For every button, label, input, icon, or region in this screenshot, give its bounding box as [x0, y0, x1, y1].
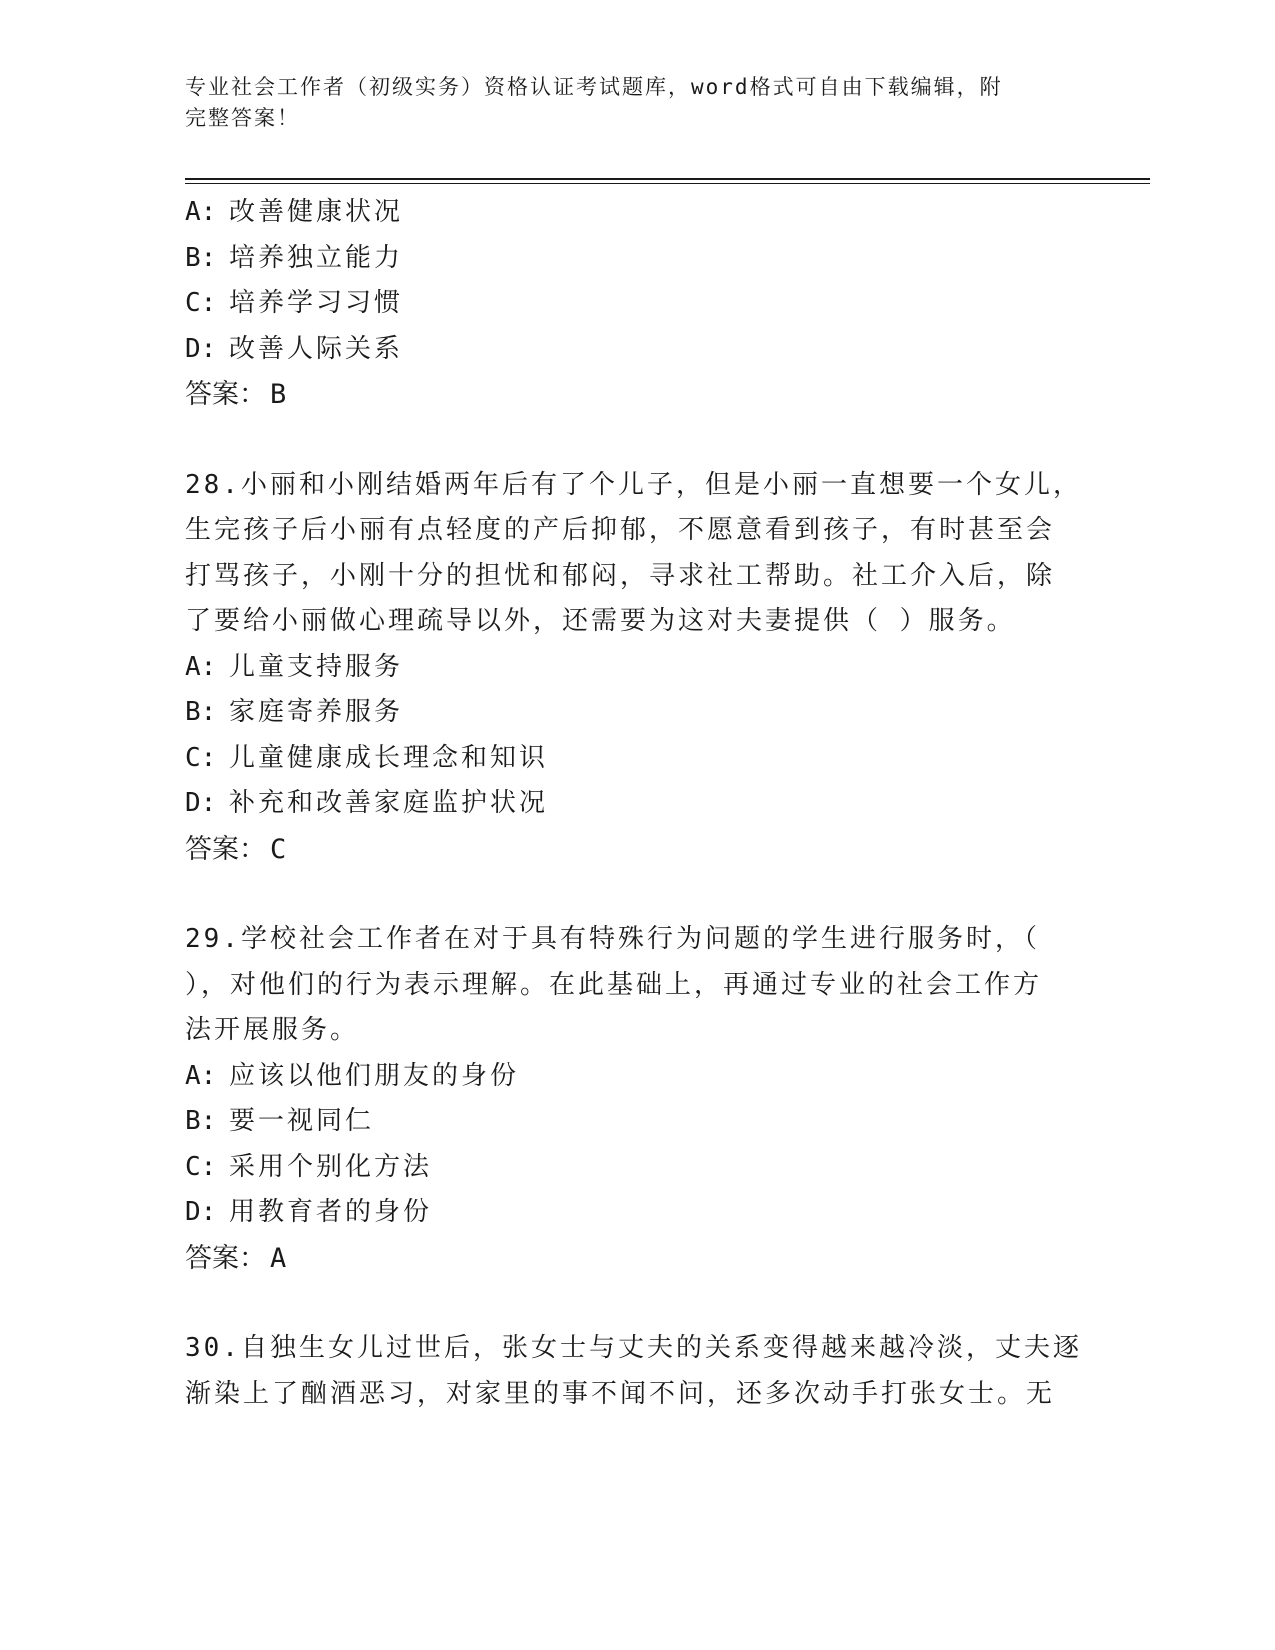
question-stem [185, 917, 1085, 1054]
option-b [185, 690, 1085, 736]
option-text: 改善健康状况 [229, 197, 404, 227]
option-a [185, 190, 1085, 236]
option-text: 家庭寄养服务 [229, 697, 404, 727]
spacer [185, 872, 1085, 917]
stem-line: 30.自独生女儿过世后，张女士与丈夫的关系变得越来越冷淡，丈夫逐 [185, 1333, 1082, 1363]
option-text: 用教育者的身份 [229, 1197, 433, 1227]
option-b [185, 1099, 1085, 1145]
option-key: B: [185, 242, 217, 273]
question-stem [185, 1326, 1085, 1417]
spacer [185, 418, 1085, 463]
question-28 [185, 463, 1085, 873]
option-text: 培养学习习惯 [229, 288, 404, 318]
option-key: D: [185, 788, 217, 818]
option-a [185, 645, 1085, 691]
stem-line: 渐染上了酗酒恶习，对家里的事不闻不问，还多次动手打张女士。无 [185, 1378, 1056, 1409]
header-divider-thin [185, 183, 1150, 184]
option-text: 应该以他们朋友的身份 [229, 1060, 520, 1091]
option-text: 培养独立能力 [229, 242, 404, 273]
spacer [185, 1281, 1085, 1326]
option-key: C: [185, 288, 217, 318]
option-text: 儿童健康成长理念和知识 [229, 742, 549, 773]
option-d [185, 327, 1085, 373]
option-key: D: [185, 333, 217, 364]
answer-value: B [270, 379, 287, 410]
stem-line: 29.学校社会工作者在对于具有特殊行为问题的学生进行服务时，（ [185, 924, 1040, 954]
stem-line: 了要给小丽做心理疏导以外，还需要为这对夫妻提供（ ）服务。 [185, 606, 1016, 636]
option-c [185, 1145, 1085, 1191]
option-d [185, 1190, 1085, 1236]
option-key: C: [185, 1151, 217, 1182]
option-a [185, 1054, 1085, 1100]
answer-line [185, 827, 1085, 873]
option-text: 要一视同仁 [229, 1106, 375, 1136]
stem-line: 打骂孩子，小刚十分的担忧和郁闷，寻求社工帮助。社工介入后，除 [185, 560, 1056, 591]
stem-line: 生完孩子后小丽有点轻度的产后抑郁，不愿意看到孩子，有时甚至会 [185, 515, 1056, 545]
answer-label: 答案： [185, 379, 266, 410]
option-key: B: [185, 697, 217, 727]
option-text: 儿童支持服务 [229, 651, 404, 682]
stem-line: ），对他们的行为表示理解。在此基础上，再通过专业的社会工作方 [185, 969, 1043, 1000]
question-29 [185, 917, 1085, 1281]
option-key: C: [185, 742, 217, 773]
answer-line [185, 372, 1085, 418]
document-header [185, 72, 1065, 134]
answer-value: C [270, 833, 287, 865]
question-stem [185, 463, 1085, 645]
option-d [185, 781, 1085, 827]
stem-line: 法开展服务。 [185, 1015, 360, 1045]
question-30 [185, 1326, 1085, 1417]
option-c [185, 736, 1085, 782]
option-key: B: [185, 1106, 217, 1136]
option-c [185, 281, 1085, 327]
option-key: A: [185, 1060, 217, 1091]
option-text: 改善人际关系 [229, 333, 404, 364]
option-b [185, 236, 1085, 282]
option-text: 补充和改善家庭监护状况 [229, 788, 549, 818]
option-key: A: [185, 651, 217, 682]
question-list [185, 190, 1085, 1417]
option-text: 采用个别化方法 [229, 1151, 433, 1182]
stem-line: 28.小丽和小刚结婚两年后有了个儿子，但是小丽一直想要一个女儿， [185, 469, 1082, 500]
answer-label: 答案： [185, 1242, 266, 1274]
option-key: D: [185, 1197, 217, 1227]
header-divider-thick [185, 178, 1150, 180]
answer-value: A [270, 1242, 287, 1274]
header-title-line-1: 专业社会工作者（初级实务）资格认证考试题库，word格式可自由下载编辑，附 [185, 75, 1003, 99]
answer-line [185, 1236, 1085, 1282]
header-title-line-2: 完整答案！ [185, 106, 300, 130]
answer-label: 答案： [185, 833, 266, 865]
option-key: A: [185, 197, 217, 227]
question-27 [185, 190, 1085, 418]
